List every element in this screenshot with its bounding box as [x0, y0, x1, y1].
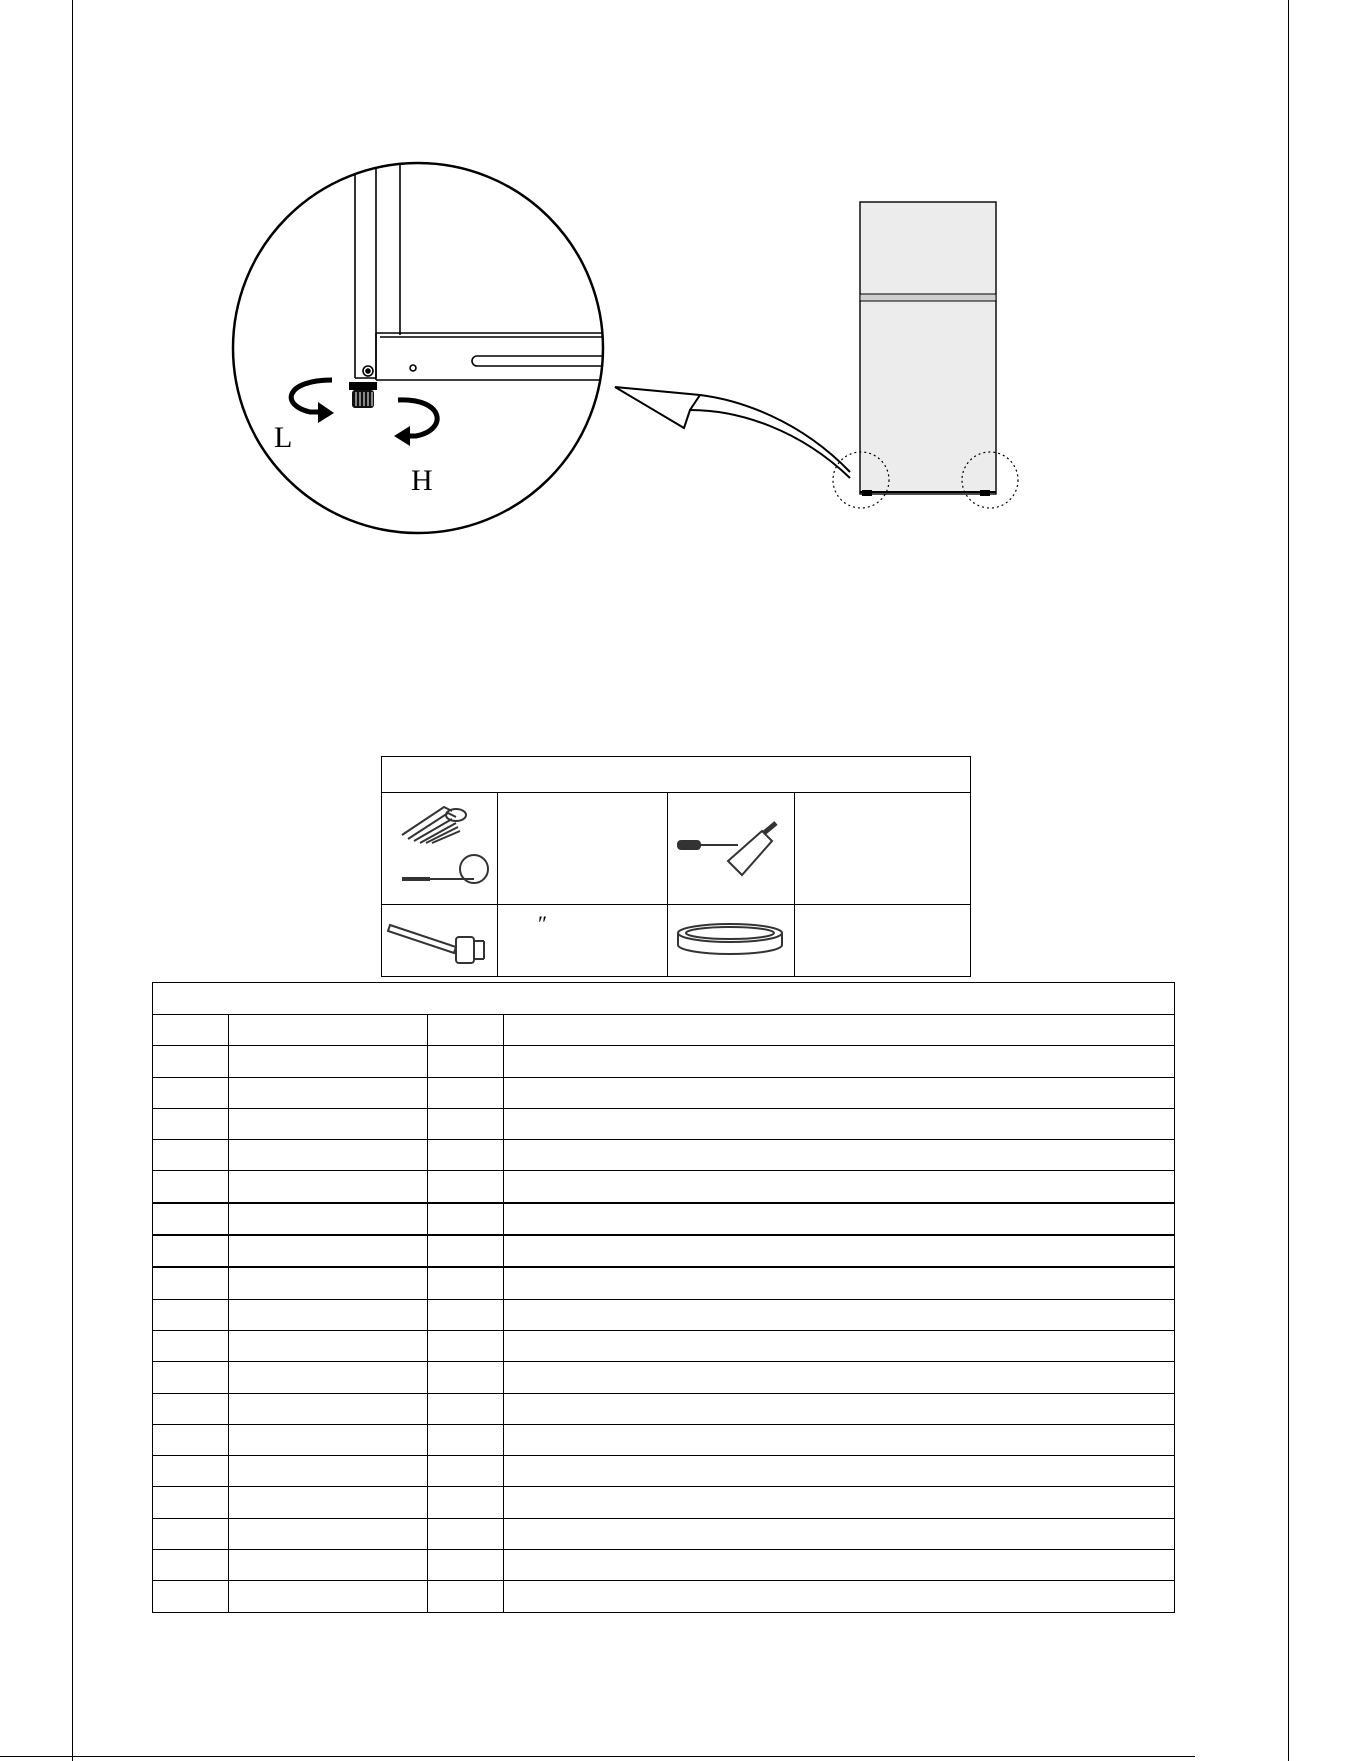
table-row	[153, 1330, 1175, 1361]
table-row	[153, 1424, 1175, 1455]
page-frame-bottom	[0, 1756, 1195, 1757]
table-row	[153, 1518, 1175, 1549]
table-row	[153, 1299, 1175, 1330]
table-row	[153, 1393, 1175, 1424]
parts-table	[152, 982, 1175, 1613]
parts-table-header	[153, 983, 1175, 1015]
tools-cell-3-text: ″	[497, 905, 667, 977]
table-row	[153, 1046, 1175, 1077]
refrigerator	[833, 202, 1018, 508]
table-row	[153, 1550, 1175, 1581]
table-row	[153, 1108, 1175, 1139]
hex-key-set-and-screwdriver-icon	[382, 793, 498, 905]
table-row	[153, 1456, 1175, 1487]
table-row	[153, 1581, 1175, 1612]
magnified-leveling-foot	[233, 160, 612, 533]
label-higher: H	[411, 464, 433, 497]
screwdriver-and-putty-knife-icon	[667, 793, 794, 905]
table-row	[153, 1140, 1175, 1171]
tools-table-header	[382, 757, 971, 793]
mallet-icon	[382, 905, 498, 977]
table-row	[153, 1015, 1175, 1046]
table-row	[153, 1235, 1175, 1267]
tools-cell-1-text	[497, 793, 667, 905]
table-row	[153, 1077, 1175, 1108]
tools-table	[381, 756, 971, 977]
table-row	[153, 1362, 1175, 1393]
label-lower: L	[274, 421, 293, 454]
table-row	[153, 1267, 1175, 1299]
table-row	[153, 1487, 1175, 1518]
tools-cell-2-text	[794, 793, 970, 905]
leveling-knob-icon	[349, 382, 377, 408]
tape-roll-icon	[667, 905, 794, 977]
table-row	[153, 1171, 1175, 1203]
tools-cell-4-text	[794, 905, 970, 977]
table-row	[153, 1203, 1175, 1235]
curved-pointer-arrow	[615, 387, 850, 478]
leveling-diagram	[0, 0, 1361, 560]
